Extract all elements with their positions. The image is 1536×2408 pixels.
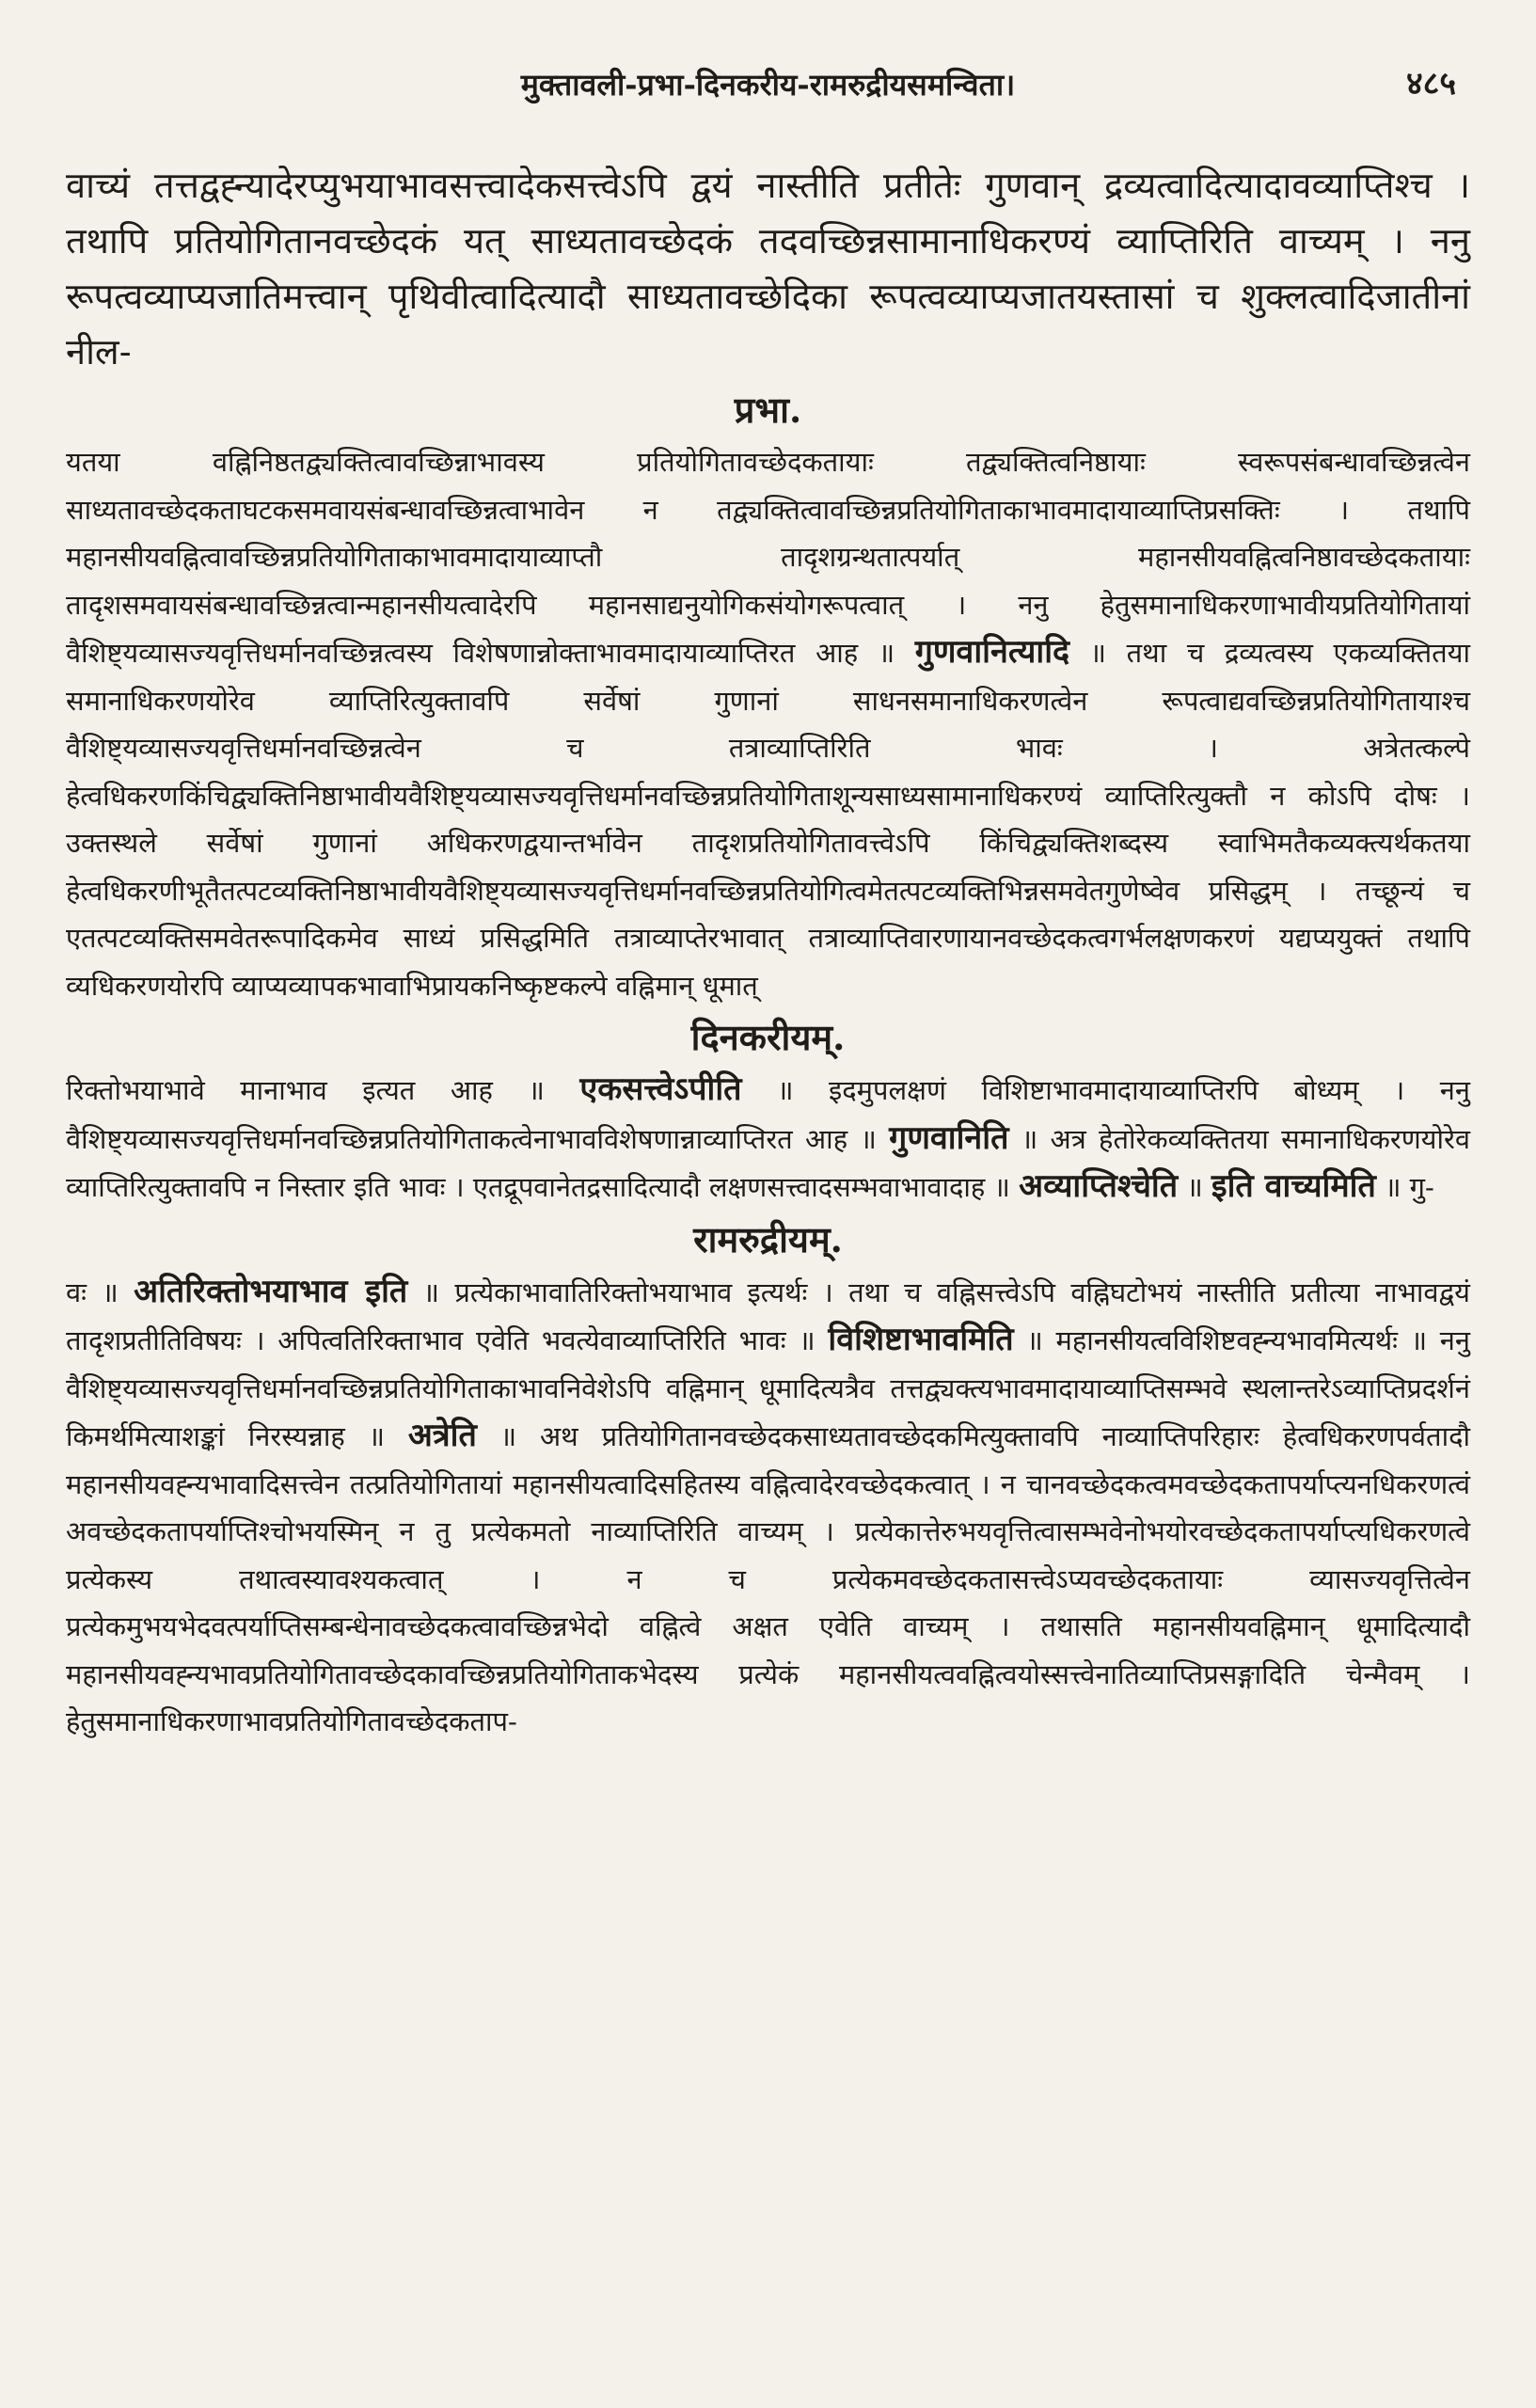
dinakari-lemma-3: अव्याप्तिश्चेति: [1019, 1167, 1179, 1205]
page-number: ४८५: [1405, 65, 1456, 103]
prabha-lemma-1: गुणवानित्यादि: [914, 633, 1070, 671]
ramarudri-lemma-2: विशिष्टाभावमिति: [828, 1321, 1014, 1358]
prabha-text-1: यतया वह्निनिष्ठतद्व्यक्तित्वावच्छिन्नाभावस्य प्रतियोगितावच्छेदकतायाः तद्व्यक्तित्वनिष्ठायाः स्वरूपसंबन्धावच्छिन्नत्वेन साध्यतावच्छेदकताघटकसमवायसंबन्धावच्छिन्नत्वाभावेन न तद्व्यक्तित्वावच्छिन्नप्रतियोगिताकाभावमादायाव्याप्तिप्रसक्तिः । तथापि महानसीयवह्नित्वावच्छिन्नप्रतियोगिताकाभावमादायाव्याप्तौ तादृशग्रन्थतात्पर्यात् महानसीयवह्नित्वनिष्ठावच्छेदकतायाः तादृशसमवायसंबन्धावच्छिन्नत्वान्महानसीयत्वादेरपि महानसाद्यनुयोगिकसंयोगरूपत्वात् । ननु हेतुसमानाधिकरणाभावीयप्रतियोगितायां वैशिष्ट्यव्यासज्यवृत्तिधर्मानवच्छिन्नत्वस्य विशेषणान्नोक्ताभावमादायाव्याप्तिरत आह ॥: [66, 446, 1470, 669]
dinakari-text-2: ॥ इदमुपलक्षणं विशिष्टाभावमादायाव्याप्तिरपि बोध्यम् । ननु वैशिष्ट्यव्यासज्यवृत्तिधर्मानवच्छिन्नप्रतियोगिताकत्वेनाभावविशेषणान्नाव्याप्तिरत आह ॥: [66, 1074, 1470, 1155]
ramarudri-heading: रामरुद्रीयम्.: [693, 1217, 843, 1260]
dinakari-text-1: रिक्तोभयाभावे मानाभाव इत्यत आह ॥: [66, 1074, 580, 1106]
prabha-text-2: ॥ तथा च द्रव्यत्वस्य एकव्यक्तितया समानाधिकरणयोरेव व्याप्तिरित्युक्तावपि सर्वेषां गुणानां साधनसमानाधिकरणत्वेन रूपत्वाद्यवच्छिन्नप्रतियोगितायाश्च वैशिष्ट्यव्यासज्यवृत्तिधर्मानवच्छिन्नत्वेन च तत्राव्याप्तिरिति भावः । अत्रेतत्कल्पे हेत्वधिकरणकिंचिद्व्यक्तिनिष्ठाभावीयवैशिष्ट्यव्यासज्यवृत्तिधर्मानवच्छिन्नप्रतियोगिताशून्यसाध्यसामानाधिकरण्यं व्याप्तिरित्युक्तौ न कोऽपि दोषः । उक्तस्थले सर्वेषां गुणानां अधिकरणद्वयान्तर्भावेन तादृशप्रतियोगितावत्त्वेऽपि किंचिद्व्यक्तिशब्दस्य स्वाभिमतैकव्यक्त्यर्थकतया हेत्वधिकरणीभूतैतत्पटव्यक्तिनिष्ठाभावीयवैशिष्ट्यव्यासज्यवृत्तिधर्मानवच्छिन्नप्रतियोगित्वमेतत्पटव्यक्तिभिन्नसमवेतगुणेष्वेव प्रसिद्धम् । तच्छून्यं च एतत्पटव्यक्तिसमवेतरूपादिकमेव साध्यं प्रसिद्धमिति तत्राव्याप्तेरभावात् तत्राव्याप्तिवारणायानवच्छेदकत्वगर्भलक्षणकरणं यद्यप्ययुक्तं तथापि व्यधिकरणयोरपि व्याप्यव्यापकभावाभिप्रायकनिष्कृष्टकल्पे वह्निमान् धूमात्: [66, 637, 1470, 1002]
prabha-heading: प्रभा.: [734, 388, 802, 431]
dinakari-text-4: ॥: [1178, 1171, 1211, 1203]
dinakari-paragraph: [66, 1066, 1470, 1212]
ramarudri-lemma-1: अतिरिक्तोभयाभाव इति: [134, 1272, 408, 1310]
dinakari-lemma-4: इति वाच्यमिति: [1211, 1167, 1376, 1205]
dinakari-text-3: ॥ अत्र हेतोरेकव्यक्तितया समानाधिकरणयोरेव व्याप्तिरित्युक्तावपि न निस्तार इति भावः । एतद्रूपवानेतद्रसादित्यादौ लक्षणसत्त्वादसम्भवाभावादाह ॥: [66, 1122, 1470, 1203]
page-header: [66, 56, 1470, 122]
ramarudri-text-2: ॥ प्रत्येकाभावातिरिक्तोभयाभाव इत्यर्थः । तथा च वह्निसत्त्वेऽपि वह्निघटोभयं नास्तीति प्रतीत्या नाभावद्वयं तादृशप्रतीतिविषयः । अपित्वतिरिक्ताभाव एवेति भवत्येवाव्याप्तिरिति भावः ॥: [66, 1275, 1470, 1356]
ramarudri-text-1: वः ॥: [66, 1275, 135, 1308]
main-text: वाच्यं तत्तद्वह्न्यादेरप्युभयाभावसत्त्वादेकसत्त्वेऽपि द्वयं नास्तीति प्रतीतेः गुणवान् द्रव्यत्वादित्यादावव्याप्तिश्च । तथापि प्रतियोगितानवच्छेदकं यत् साध्यतावच्छेदकं तदवच्छिन्नसामानाधिकरण्यं व्याप्तिरिति वाच्यम् । ननु रूपत्वव्याप्यजातिमत्त्वान् पृथिवीत्वादित्यादौ साध्यतावच्छेदिका रूपत्वव्याप्यजातयस्तासां च शुक्लत्वादिजातीनां नील-: [66, 165, 1470, 372]
ramarudri-text-3: ॥ महानसीयत्वविशिष्टवह्न्यभावमित्यर्थः ॥ ननु वैशिष्ट्यव्यासज्यवृत्तिधर्मानवच्छिन्नप्रतियोगिताकाभावनिवेशेऽपि वह्निमान् धूमादित्यत्रैव तत्तद्व्यक्त्यभावमादायाव्याप्तिसम्भवे स्थलान्तरेऽव्याप्तिप्रदर्शनं किमर्थमित्याशङ्कां निरस्यन्नाह ॥: [66, 1324, 1470, 1452]
running-title: मुक्तावली-प्रभा-दिनकरीय-रामरुद्रीयसमन्विता।: [520, 67, 1016, 103]
ramarudri-paragraph: [66, 1268, 1470, 1746]
dinakari-text-5: ॥ गु-: [1375, 1171, 1434, 1203]
ramarudri-text-4: ॥ अथ प्रतियोगितानवच्छेदकसाध्यतावच्छेदकमित्युक्तावपि नाव्याप्तिपरिहारः हेत्वधिकरणपर्वतादौ महानसीयवह्न्यभावादिसत्त्वेन तत्प्रतियोगितायां महानसीयत्वादिसहितस्य वह्नित्वादेरवच्छेदकत्वात् । न चानवच्छेदकत्वमवच्छेदकतापर्याप्त्यनधिकरणत्वं अवच्छेदकतापर्याप्तिश्चोभयस्मिन् न तु प्रत्येकमतो नाव्याप्तिरिति वाच्यम् । प्रत्येकात्तेरुभयवृत्तित्वासम्भवेनोभयोरवच्छेदकतापर्याप्त्यधिकरणत्वे प्रत्येकस्य तथात्वस्यावश्यकत्वात् । न च प्रत्येकमवच्छेदकतासत्त्वेऽप्यवच्छेदकतायाः व्यासज्यवृत्तित्वेन प्रत्येकमुभयभेदवत्पर्याप्तिसम्बन्धेनावच्छेदकत्वावच्छिन्नभेदो वह्नित्वे अक्षत एवेति वाच्यम् । तथासति महानसीयवह्निमान् धूमादित्यादौ महानसीयवह्न्यभावप्रतियोगितावच्छेदकावच्छिन्नप्रतियोगिताकभेदस्य प्रत्येकं महानसीयत्ववह्नित्वयोस्सत्त्वेनातिव्याप्तिप्रसङ्गादिति चेन्मैवम् । हेतुसमानाधिकरणाभावप्रतियोगितावच्छेदकताप-: [66, 1420, 1471, 1737]
ramarudri-lemma-3: अत्रेति: [407, 1417, 477, 1454]
dinakari-lemma-1: एकसत्त्वेऽपीति: [579, 1070, 742, 1108]
dinakari-lemma-2: गुणवानिति: [889, 1118, 1009, 1157]
dinakari-heading: दिनकरीयम्.: [690, 1016, 846, 1058]
prabha-paragraph: [66, 438, 1470, 1009]
